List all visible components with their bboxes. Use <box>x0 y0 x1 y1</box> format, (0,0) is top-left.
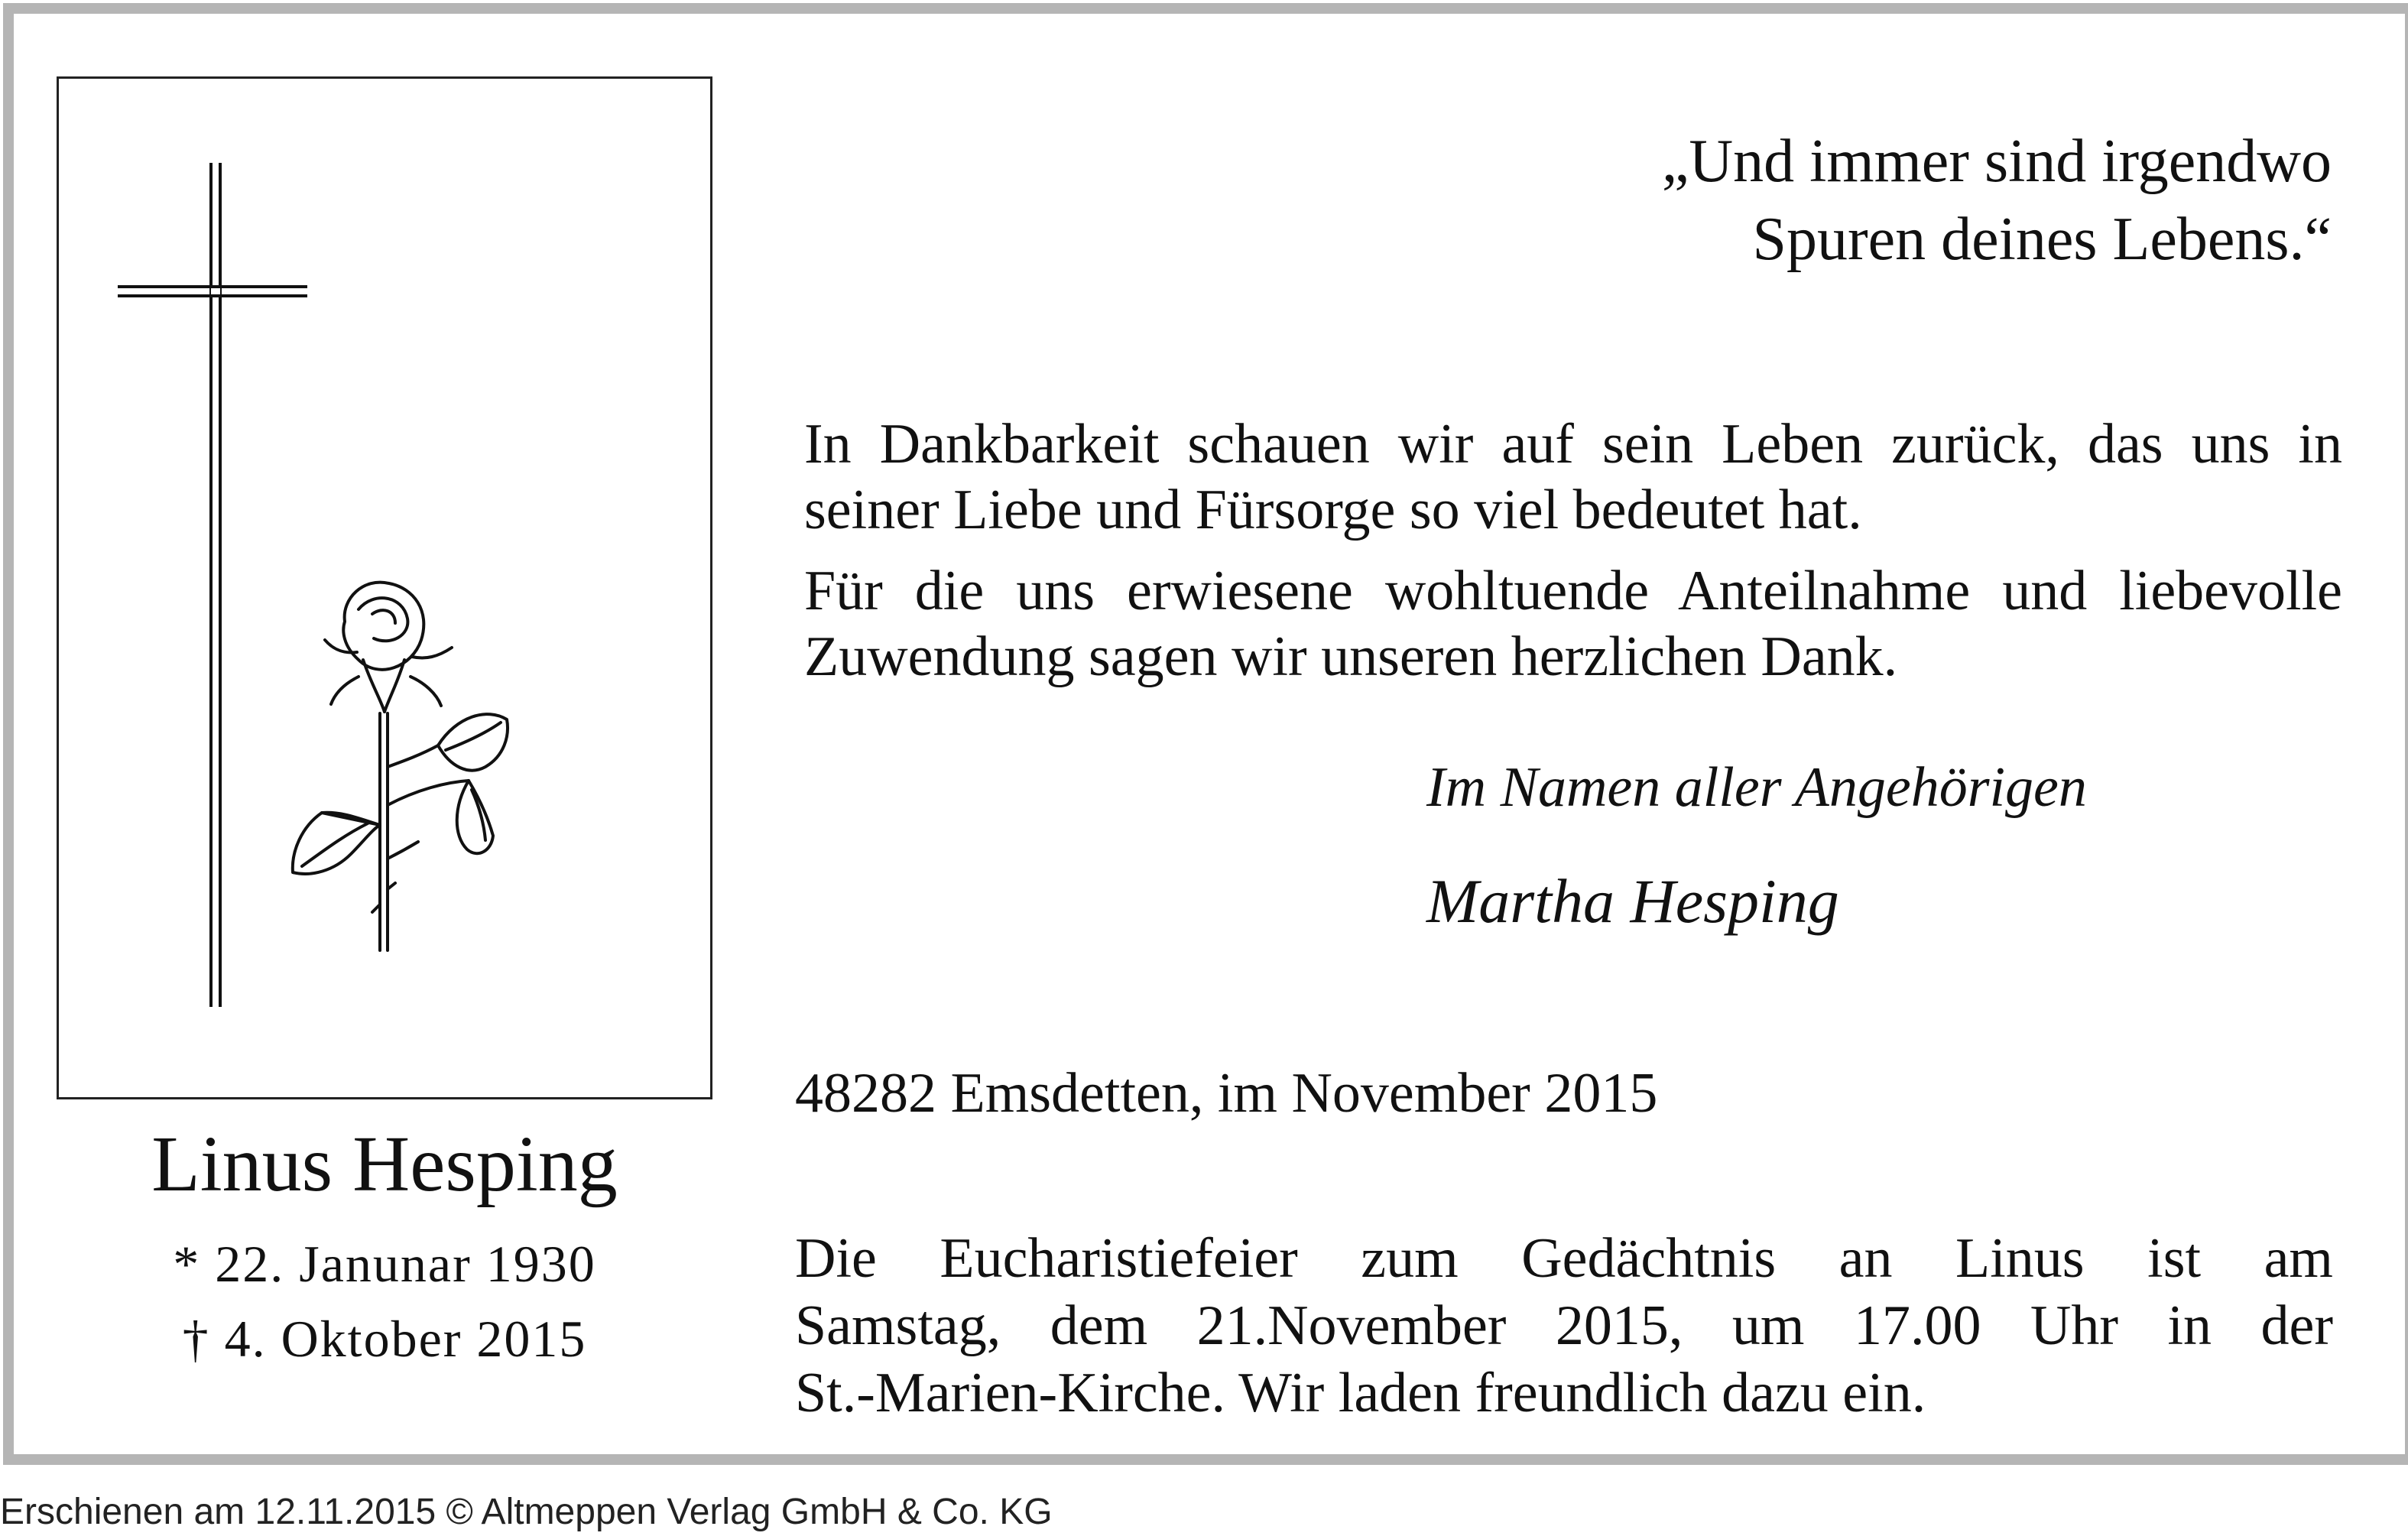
image-panel <box>57 76 712 1099</box>
service-line-3: St.-Marien-Kirche. Wir laden freundlich dazu ein. <box>795 1362 1926 1424</box>
service-line-2: Samstag, dem 21.November 2015, um 17.00 Uhr in der <box>795 1294 2333 1357</box>
quote-line-2: Spuren deines Lebens.“ <box>1752 206 2332 273</box>
signature-name: Martha Hesping <box>1426 866 1839 936</box>
service-line-1: Die Eucharistiefeier zum Gedächtnis an Linus ist am <box>795 1227 2333 1290</box>
rose-icon <box>293 583 508 950</box>
memorial-illustration <box>59 79 710 1097</box>
service-block <box>795 1225 2333 1427</box>
birth-date: * 22. Janunar 1930 <box>173 1235 596 1293</box>
thanks-paragraph-1: In Dankbarkeit schauen wir auf sein Leben zurück, das uns in seiner Liebe und Fürsorge so viel bedeutet hat. <box>804 413 2342 541</box>
death-date: † 4. Oktober 2015 <box>182 1310 587 1368</box>
quote-block <box>1491 122 2332 278</box>
publication-footer: Erschienen am 12.11.2015 © Altmeppen Verlag GmbH & Co. KG <box>0 1492 1053 1532</box>
quote-line-1: „Und immer sind irgendwo <box>1661 128 2332 195</box>
signature-intro: Im Namen aller Angehörigen <box>1426 756 2087 819</box>
place-date: 48282 Emsdetten, im November 2015 <box>795 1062 1658 1125</box>
thanks-block <box>804 411 2342 705</box>
thanks-paragraph-2: Für die uns erwiesene wohltuende Anteilnahme und liebevolle Zuwendung sagen wir unseren herzlichen Dank. <box>804 560 2342 688</box>
deceased-name: Linus Hesping <box>151 1120 618 1208</box>
cross-icon <box>118 163 307 1007</box>
